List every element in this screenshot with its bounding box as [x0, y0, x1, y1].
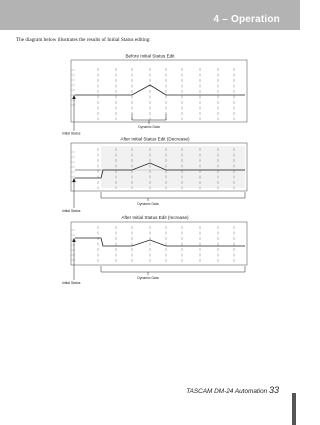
initial-status-label: Initial Status: [62, 131, 81, 136]
page-number: 33: [268, 385, 279, 395]
diagram-before: [62, 54, 247, 136]
footer-title: TASCAM DM-24 Automation: [186, 388, 268, 395]
diagram-title: After Initial Status Edit (Increase): [121, 215, 189, 220]
dynamic-data-label: Dynamic Data: [137, 276, 159, 280]
dynamic-data-label: Dynamic Data: [137, 202, 159, 206]
dynamic-data-label: Dynamic Data: [138, 125, 160, 129]
diagram-title: Before Initial Status Edit: [125, 53, 175, 59]
dynamic-data-bracket: [101, 266, 245, 275]
page-footer: [186, 385, 279, 395]
shaded-region: [101, 146, 245, 188]
diagram-title: After Initial Status Edit (Decrease): [120, 136, 190, 142]
side-tab: [292, 393, 296, 425]
diagram-decrease: [62, 137, 247, 214]
initial-status-label: Initial Status: [62, 209, 81, 213]
page-section-title: 4 – Operation: [213, 14, 280, 25]
intro-text: The diagram below illustrates the results of Initial Status editing:: [16, 37, 151, 43]
diagram-increase: [62, 215, 247, 285]
initial-status-label: Initial Status: [62, 281, 81, 285]
dynamic-data-bracket: [101, 192, 245, 201]
